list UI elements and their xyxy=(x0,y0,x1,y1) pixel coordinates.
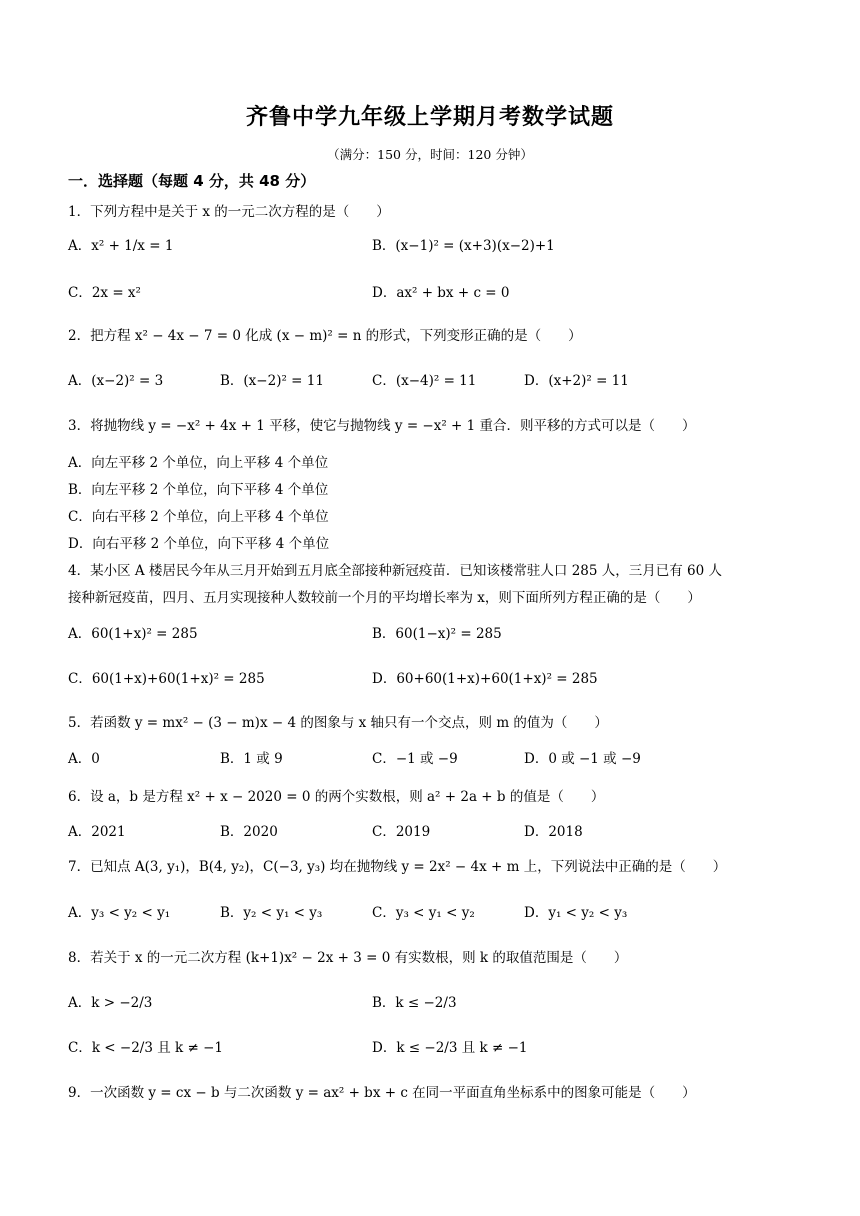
question-5-option-b: B．1 或 9 xyxy=(220,751,283,767)
page-title: 齐鲁中学九年级上学期月考数学试题 xyxy=(245,105,614,130)
question-1-stem: 1．下列方程中是关于 x 的一元二次方程的是（ ） xyxy=(68,204,390,220)
section-heading: 一．选择题（每题 4 分，共 48 分） xyxy=(68,172,316,190)
question-4-option-a: A．60(1+x)² = 285 xyxy=(68,626,198,642)
question-5-option-a: A．0 xyxy=(68,751,100,767)
question-4-option-b: B．60(1−x)² = 285 xyxy=(372,626,502,642)
question-8-option-a: A．k > −2/3 xyxy=(68,995,153,1011)
question-3-option-b: B．向左平移 2 个单位，向下平移 4 个单位 xyxy=(68,482,329,498)
question-2-option-d: D．(x+2)² = 11 xyxy=(524,373,629,389)
question-6-option-b: B．2020 xyxy=(220,824,278,840)
question-2-option-c: C．(x−4)² = 11 xyxy=(372,373,477,389)
question-6-option-d: D．2018 xyxy=(524,824,583,840)
question-6-option-c: C．2019 xyxy=(372,824,431,840)
question-7-option-b: B．y₂ < y₁ < y₃ xyxy=(220,905,323,921)
question-7-option-a: A．y₃ < y₂ < y₁ xyxy=(68,905,171,921)
question-8-option-b: B．k ≤ −2/3 xyxy=(372,995,457,1011)
question-1-option-d: D．ax² + bx + c = 0 xyxy=(372,285,510,301)
question-6-stem: 6．设 a，b 是方程 x² + x − 2020 = 0 的两个实数根，则 a² + 2a + b 的值是（ ） xyxy=(68,789,605,805)
question-9-stem: 9．一次函数 y = cx − b 与二次函数 y = ax² + bx + c 在同一平面直角坐标系中的图象可能是（ ） xyxy=(68,1085,696,1101)
question-4-option-c: C．60(1+x)+60(1+x)² = 285 xyxy=(68,671,265,687)
question-2-option-a: A．(x−2)² = 3 xyxy=(68,373,164,389)
question-4-option-d: D．60+60(1+x)+60(1+x)² = 285 xyxy=(372,671,598,687)
question-5-option-c: C．−1 或 −9 xyxy=(372,751,458,767)
question-2-stem: 2．把方程 x² − 4x − 7 = 0 化成 (x − m)² = n 的形式，下列变形正确的是（ ） xyxy=(68,328,582,344)
question-6-option-a: A．2021 xyxy=(68,824,126,840)
question-8-option-d: D．k ≤ −2/3 且 k ≠ −1 xyxy=(372,1040,528,1056)
question-7-stem: 7．已知点 A(3, y₁)，B(4, y₂)，C(−3, y₃) 均在抛物线 y = 2x² − 4x + m 上，下列说法中正确的是（ ） xyxy=(68,859,727,875)
question-3-option-d: D．向右平移 2 个单位，向下平移 4 个单位 xyxy=(68,536,330,552)
question-1-option-b: B．(x−1)² = (x+3)(x−2)+1 xyxy=(372,238,555,254)
question-8-option-c: C．k < −2/3 且 k ≠ −1 xyxy=(68,1040,223,1056)
question-7-option-c: C．y₃ < y₁ < y₂ xyxy=(372,905,475,921)
question-3-option-c: C．向右平移 2 个单位，向上平移 4 个单位 xyxy=(68,509,329,525)
question-8-stem: 8．若关于 x 的一元二次方程 (k+1)x² − 2x + 3 = 0 有实数根，则 k 的取值范围是（ ） xyxy=(68,950,628,966)
question-2-option-b: B．(x−2)² = 11 xyxy=(220,373,324,389)
question-7-option-d: D．y₁ < y₂ < y₃ xyxy=(524,905,628,921)
question-1-option-c: C．2x = x² xyxy=(68,285,141,301)
page-subtitle: （满分：150 分，时间：120 分钟） xyxy=(327,147,533,162)
question-5-option-d: D．0 或 −1 或 −9 xyxy=(524,751,641,767)
question-3-stem: 3．将抛物线 y = −x² + 4x + 1 平移，使它与抛物线 y = −x² + 1 重合．则平移的方式可以是（ ） xyxy=(68,418,696,434)
question-3-option-a: A．向左平移 2 个单位，向上平移 4 个单位 xyxy=(68,455,329,471)
question-4-stem: 4．某小区 A 楼居民今年从三月开始到五月底全部接种新冠疫苗．已知该楼常驻人口 285 人，三月已有 60 人 xyxy=(68,563,723,579)
question-5-stem: 5．若函数 y = mx² − (3 − m)x − 4 的图象与 x 轴只有一个交点，则 m 的值为（ ） xyxy=(68,715,608,731)
question-4-stem-continued: 接种新冠疫苗，四月、五月实现接种人数较前一个月的平均增长率为 x，则下面所列方程正确的是（ ） xyxy=(68,590,701,606)
question-1-option-a: A．x² + 1/x = 1 xyxy=(68,238,174,254)
